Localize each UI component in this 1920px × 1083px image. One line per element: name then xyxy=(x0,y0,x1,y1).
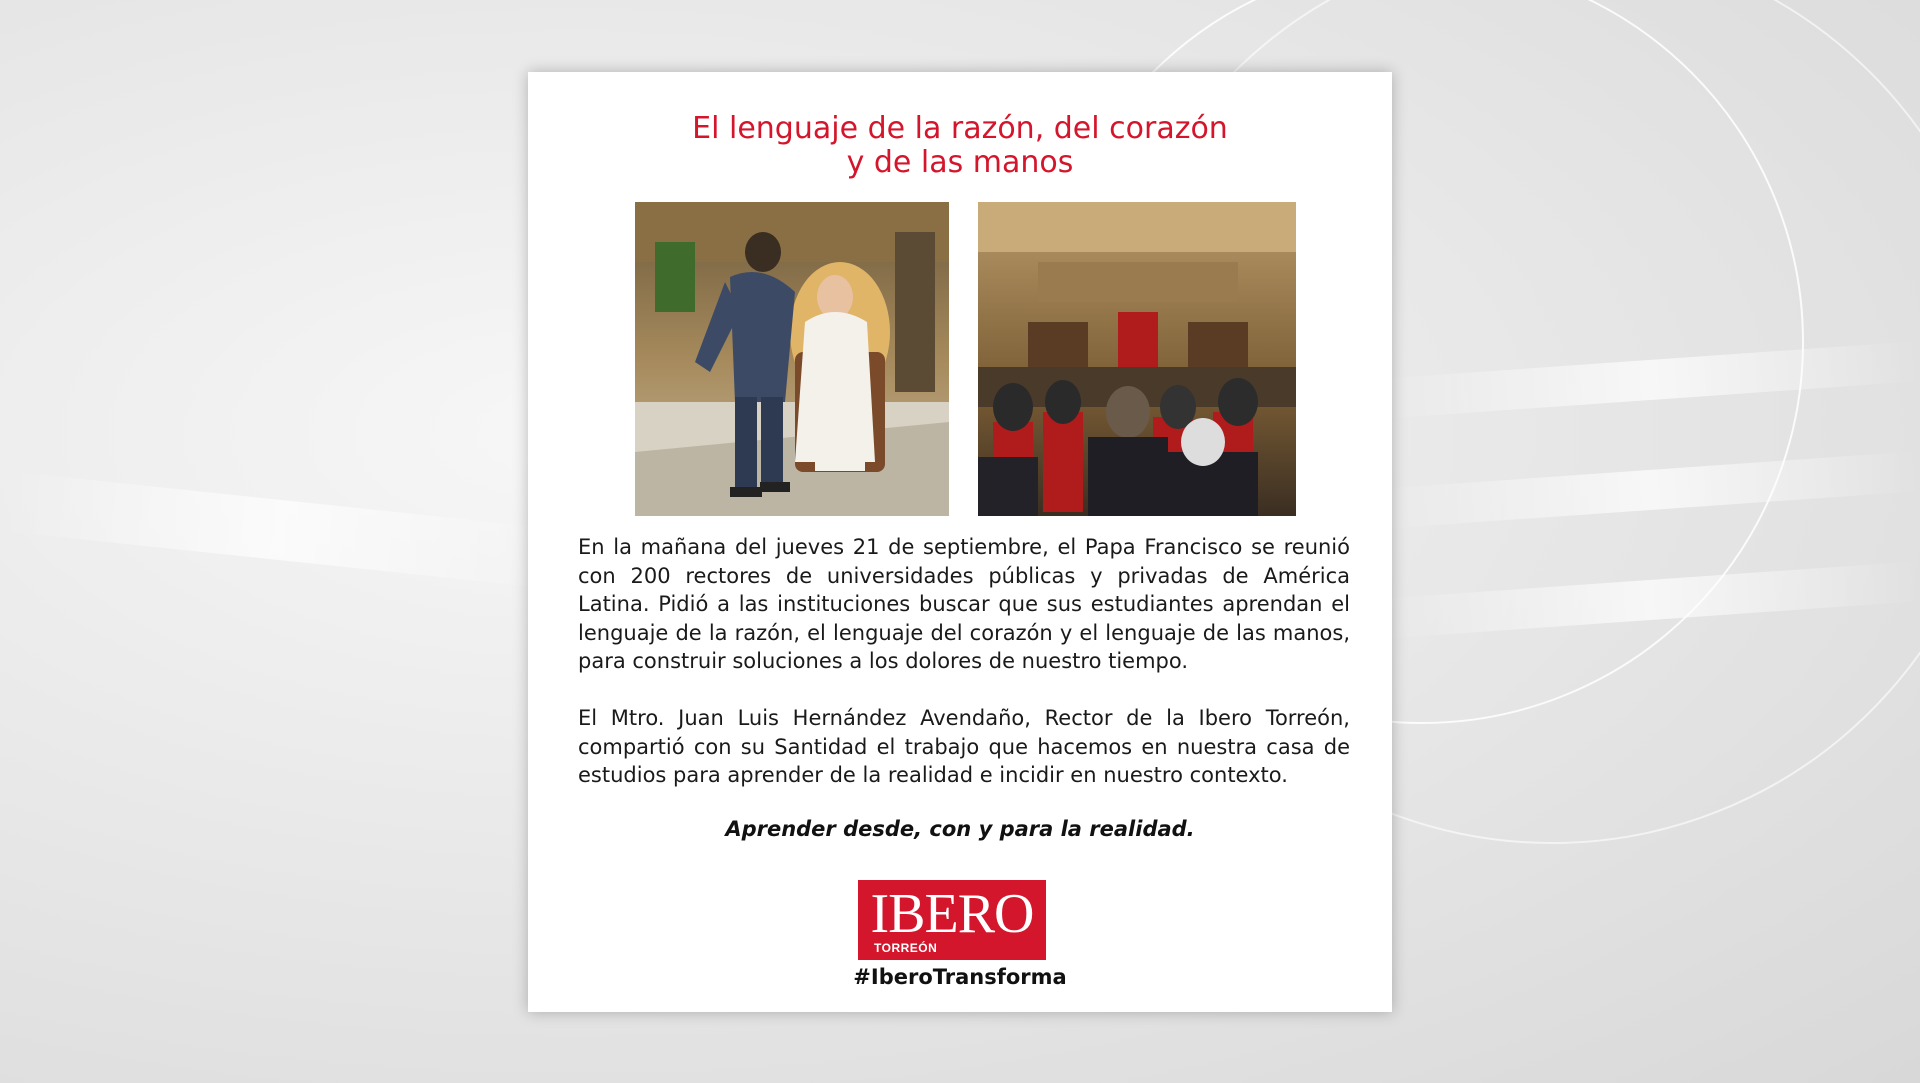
paragraph-meeting: En la mañana del jueves 21 de septiembre, el Papa Francisco se reunió con 200 rectores de universidades públicas y privadas de América Latina. Pidió a las instituciones buscar que sus estudiantes aprendan el lenguaje de la razón, el lenguaje del corazón y el lenguaje de las manos, para construir soluciones a los dolores de nuestro tiempo. xyxy=(578,535,1350,673)
announcement-card xyxy=(528,72,1392,1012)
card-title: El lenguaje de la razón, del corazón y de las manos xyxy=(692,111,1228,180)
logo-main-text: IBERO xyxy=(870,883,1034,945)
photo-audience-hall-icon xyxy=(978,202,1296,516)
background-band xyxy=(0,471,562,589)
logo-sub-text: TORREÓN xyxy=(874,941,938,955)
ibero-logo xyxy=(858,880,1046,960)
hashtag-text: #IberoTransforma xyxy=(853,965,1067,989)
motto-text: Aprender desde, con y para la realidad. xyxy=(725,817,1195,841)
photo-meeting-pope-icon xyxy=(635,202,949,516)
paragraph-rector: El Mtro. Juan Luis Hernández Avendaño, Rector de la Ibero Torreón, compartió con su Santidad el trabajo que hacemos en nuestra casa de estudios para aprender de la realidad e incidir en nuestro contexto. xyxy=(578,706,1350,787)
